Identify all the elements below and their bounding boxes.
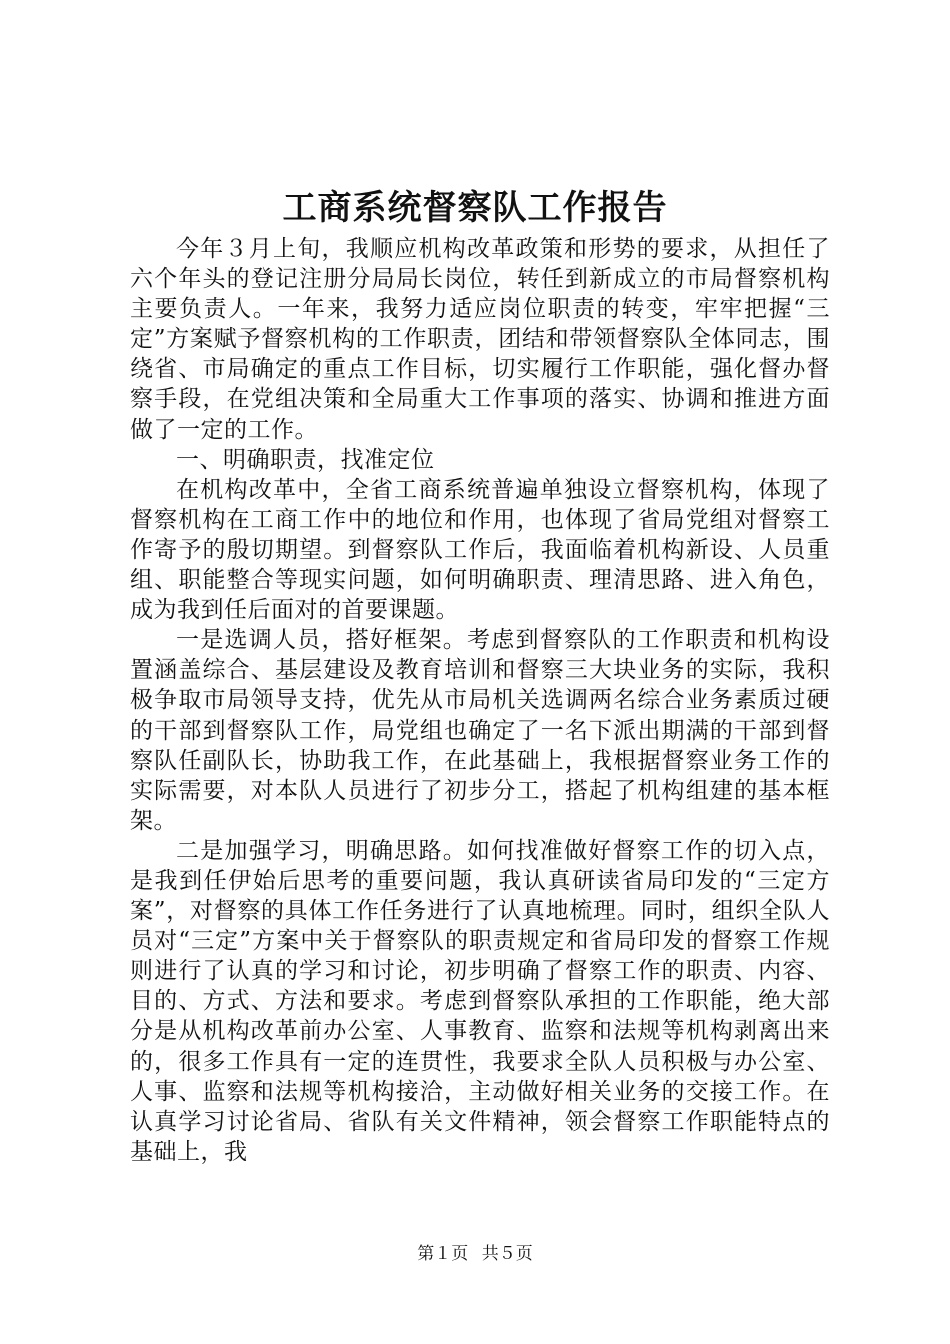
- paragraph-section-1: 在机构改革中，全省工商系统普遍单独设立督察机构，体现了督察机构在工商工作中的地位和作用，也体现了省局党组对督察工作寄予的殷切期望。到督察队工作后，我面临着机构新设、人员重组、职能整合等现实问题，如何明确职责、理清思路、进入角色，成为我到任后面对的首要课题。: [130, 476, 830, 624]
- page-number: 第１页: [417, 1244, 469, 1264]
- section-heading-1: 一、明确职责，找准定位: [176, 446, 435, 473]
- paragraph-point-1: 一是选调人员，搭好框架。考虑到督察队的工作职责和机构设置涵盖综合、基层建设及教育培训和督察三大块业务的实际，我积极争取市局领导支持，优先从市局机关选调两名综合业务素质过硬的干部到督察队工作，局党组也确定了一名下派出期满的干部到督察队任副队长，协助我工作，在此基础上，我根据督察业务工作的实际需要，对本队人员进行了初步分工，搭起了机构组建的基本框架。: [130, 627, 830, 834]
- page-footer: [0, 1243, 950, 1265]
- document-title: 工商系统督察队工作报告: [282, 188, 668, 228]
- document-body: [130, 234, 830, 1167]
- page-total: 共５页: [481, 1244, 533, 1264]
- paragraph-point-2: 二是加强学习，明确思路。如何找准做好督察工作的切入点，是我到任伊始后思考的重要问题，我认真研读省局印发的“三定方案”，对督察的具体工作任务进行了认真地梳理。同时，组织全队人员对“三定”方案中关于督察队的职责规定和省局印发的督察工作规则进行了认真的学习和讨论，初步明确了督察工作的职责、内容、目的、方式、方法和要求。考虑到督察队承担的工作职能，绝大部分是从机构改革前办公室、人事教育、监察和法规等机构剥离出来的，很多工作具有一定的连贯性，我要求全队人员积极与办公室、人事、监察和法规等机构接洽，主动做好相关业务的交接工作。在认真学习讨论省局、省队有关文件精神，领会督察工作职能特点的基础上，我: [130, 837, 830, 1165]
- paragraph-intro: 今年３月上旬，我顺应机构改革政策和形势的要求，从担任了六个年头的登记注册分局局长岗位，转任到新成立的市局督察机构主要负责人。一年来，我努力适应岗位职责的转变，牢牢把握“三定”方案赋予督察机构的工作职责，团结和带领督察队全体同志，围绕省、市局确定的重点工作目标，切实履行工作职能，强化督办督察手段，在党组决策和全局重大工作事项的落实、协调和推进方面做了一定的工作。: [130, 236, 830, 443]
